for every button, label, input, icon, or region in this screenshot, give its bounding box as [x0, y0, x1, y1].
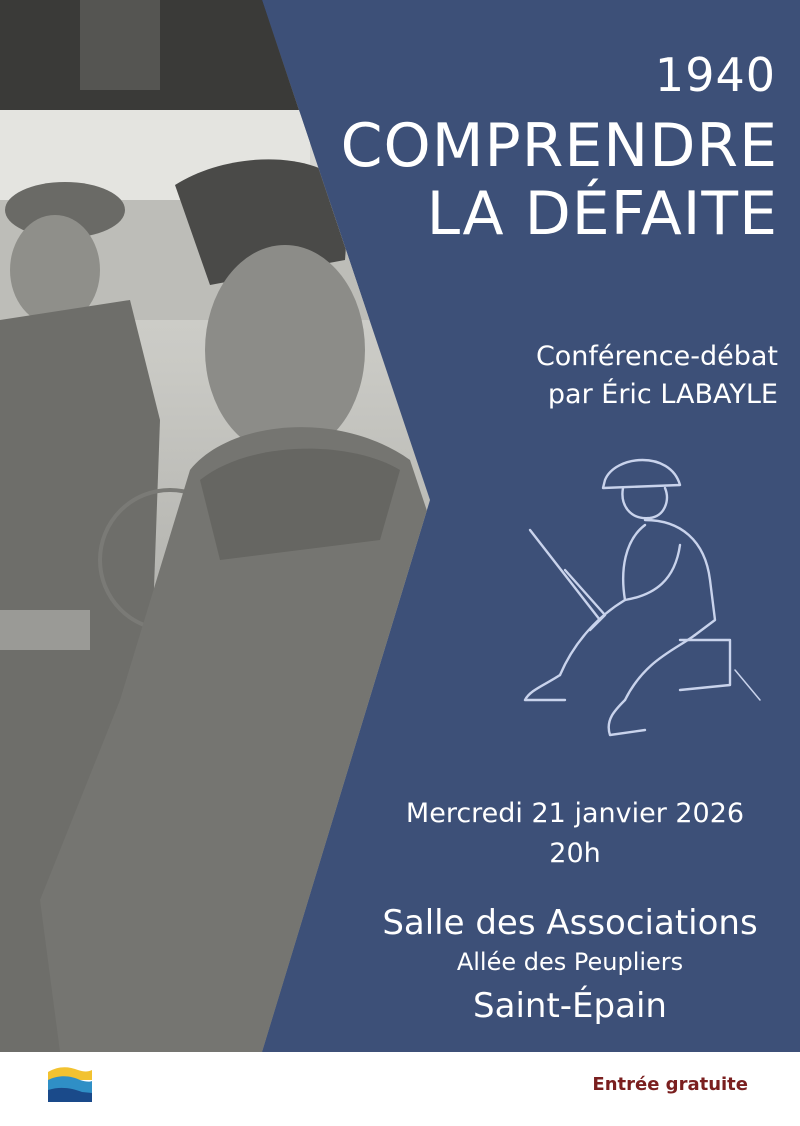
- event-date: Mercredi 21 janvier 2026: [405, 798, 745, 829]
- free-entry: Entrée gratuite: [592, 1074, 748, 1095]
- event-date-time: [360, 794, 790, 874]
- venue-town: Saint-Épain: [473, 986, 667, 1026]
- year: 1940: [654, 48, 776, 102]
- event-time: 20h: [549, 838, 601, 869]
- municipal-logo: [48, 1060, 92, 1112]
- title-line-1: COMPRENDRE: [340, 111, 778, 181]
- footer: [0, 1052, 800, 1126]
- title-line-2: LA DÉFAITE: [426, 179, 778, 249]
- venue-name: Salle des Associations: [382, 903, 758, 943]
- subtitle-line-1: Conférence-débat: [535, 341, 778, 372]
- subtitle: [536, 338, 778, 414]
- soldier-sketch: [505, 450, 765, 750]
- event-title: [341, 112, 778, 248]
- subtitle-line-2: par Éric LABAYLE: [547, 379, 778, 410]
- venue-street: Allée des Peupliers: [456, 948, 684, 976]
